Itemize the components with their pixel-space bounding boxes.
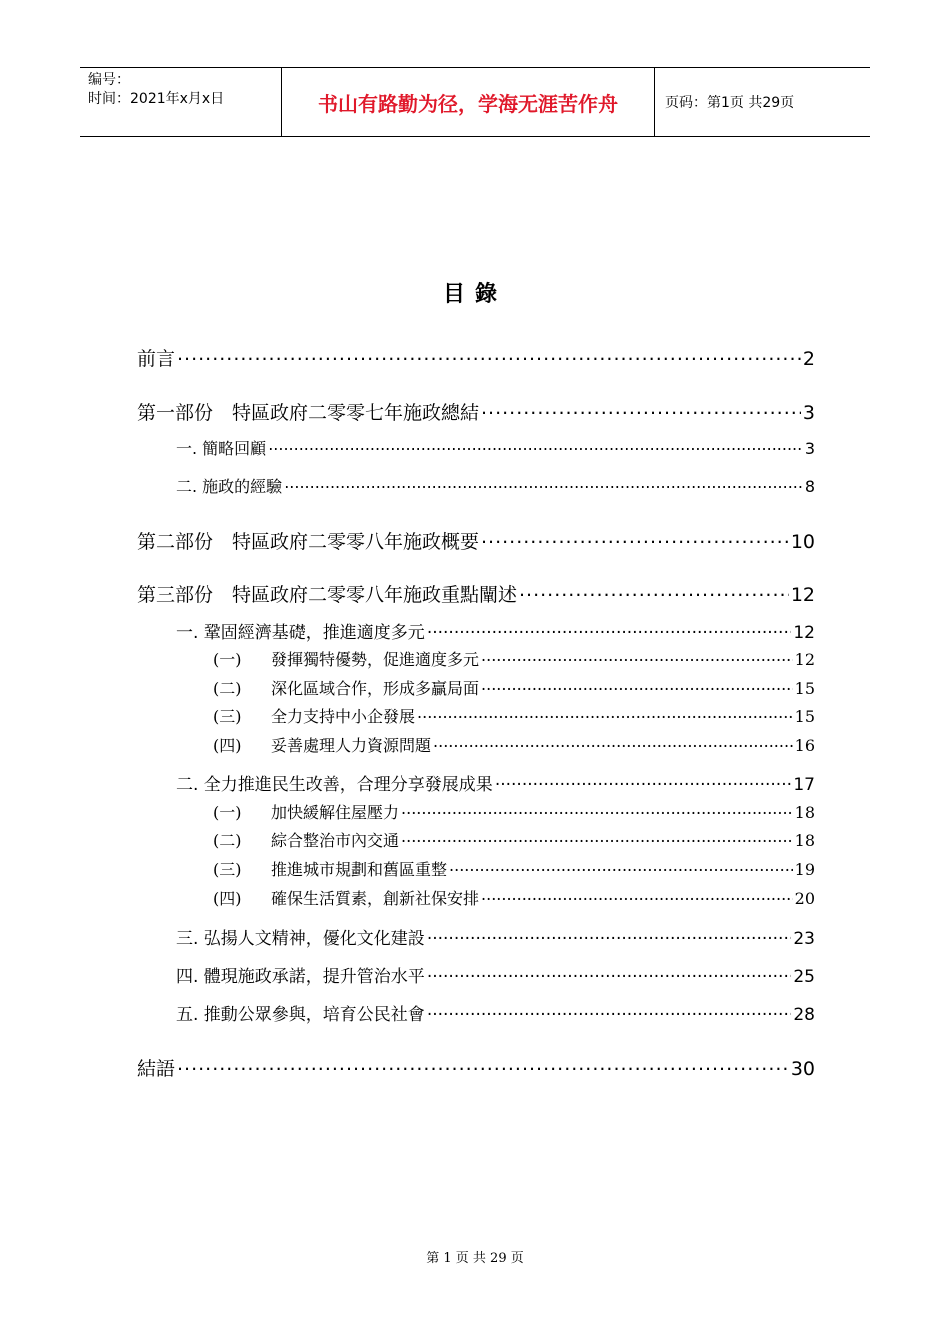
toc-entry[interactable] xyxy=(213,647,815,670)
toc-entry[interactable] xyxy=(213,704,815,727)
toc-entry-page: 20 xyxy=(794,889,815,908)
toc-leader xyxy=(481,649,793,665)
toc-entry-page: 19 xyxy=(794,860,815,879)
toc-entry-page: 3 xyxy=(802,402,815,424)
toc-entry-label: 一. 鞏固經濟基礎，推進適度多元 xyxy=(176,623,425,643)
toc-entry[interactable] xyxy=(213,676,815,699)
toc-leader xyxy=(481,529,789,548)
toc-entry-label: 綜合整治市內交通 xyxy=(271,831,400,850)
toc-entry[interactable] xyxy=(176,436,815,459)
toc-leader xyxy=(427,1003,792,1020)
toc-leader xyxy=(495,773,792,790)
toc-leader xyxy=(177,1056,789,1075)
toc-leader xyxy=(427,927,792,944)
toc-leader xyxy=(401,830,793,846)
page-footer: 第 1 页 共 29 页 xyxy=(426,1251,524,1266)
toc-entry-page: 10 xyxy=(790,531,815,553)
toc-entry-label: 第三部份 特區政府二零零八年施政重點闡述 xyxy=(137,584,518,606)
toc-title: 目錄 xyxy=(442,282,507,307)
header-time-label: 时间：2021年x月x日 xyxy=(88,91,225,107)
toc-entry-page: 28 xyxy=(793,1005,815,1025)
toc-entry-label: 一. 簡略回顧 xyxy=(176,439,267,458)
toc-entry-label: 二. 全力推進民生改善，合理分享發展成果 xyxy=(176,775,493,795)
toc-leader xyxy=(481,888,793,904)
header-motto: 书山有路勤为径，学海无涯苦作舟 xyxy=(282,68,655,136)
toc-entry-tag: (一) xyxy=(213,650,242,669)
toc-entry-tag: (四) xyxy=(213,889,242,908)
toc-entry-label: 妥善處理人力資源問題 xyxy=(271,736,432,755)
toc-entry-label: 四. 體現施政承諾，提升管治水平 xyxy=(176,967,425,987)
toc-entry-page: 8 xyxy=(804,477,815,496)
toc-entry-label: 加快緩解住屋壓力 xyxy=(271,803,400,822)
toc-entry[interactable] xyxy=(137,344,815,371)
toc-entry[interactable] xyxy=(137,580,815,607)
toc-entry-label: 推進城市規劃和舊區重整 xyxy=(271,860,448,879)
toc-entry[interactable] xyxy=(213,800,815,823)
toc-entry-page: 15 xyxy=(794,679,815,698)
toc-entry-page: 12 xyxy=(794,650,815,669)
toc-leader xyxy=(268,438,803,454)
header-meta xyxy=(80,68,282,136)
toc-entry-tag: (四) xyxy=(213,736,242,755)
toc-entry[interactable] xyxy=(137,398,815,425)
header-page-info: 页码：第1页 共29页 xyxy=(665,95,795,111)
toc-entry-label: 前言 xyxy=(137,348,176,370)
toc-entry-tag: (二) xyxy=(213,831,242,850)
toc-entry-page: 18 xyxy=(794,831,815,850)
toc-entry[interactable] xyxy=(176,474,815,497)
page-header xyxy=(80,67,870,137)
toc-entry-page: 2 xyxy=(802,348,815,370)
toc-entry-label: 深化區域合作，形成多贏局面 xyxy=(271,679,480,698)
toc-leader xyxy=(433,735,793,751)
toc-entry-label: 全力支持中小企發展 xyxy=(271,707,416,726)
toc-entry-tag: (三) xyxy=(213,707,242,726)
toc-leader xyxy=(481,678,793,694)
toc-entry[interactable] xyxy=(176,770,815,795)
toc-entry-label: 第二部份 特區政府二零零八年施政概要 xyxy=(137,531,480,553)
toc-leader xyxy=(449,859,793,875)
toc-entry-page: 18 xyxy=(794,803,815,822)
toc-leader xyxy=(519,582,789,601)
toc-leader xyxy=(177,346,801,365)
toc-entry-label: 三. 弘揚人文精神，優化文化建設 xyxy=(176,929,425,949)
toc-entry[interactable] xyxy=(176,618,815,643)
toc-leader xyxy=(401,802,793,818)
toc-entry-tag: (二) xyxy=(213,679,242,698)
toc-entry-page: 30 xyxy=(790,1058,815,1080)
toc-entry-label: 五. 推動公眾參與，培育公民社會 xyxy=(176,1005,425,1025)
toc-entry-tag: (一) xyxy=(213,803,242,822)
toc-leader xyxy=(481,400,801,419)
toc-entry[interactable] xyxy=(213,857,815,880)
toc-entry-page: 25 xyxy=(793,967,815,987)
toc-entry-label: 確保生活質素，創新社保安排 xyxy=(271,889,480,908)
toc-leader xyxy=(284,476,803,492)
toc-leader xyxy=(427,621,792,638)
toc-entry[interactable] xyxy=(176,924,815,949)
toc-entry-page: 16 xyxy=(794,736,815,755)
toc-entry-page: 15 xyxy=(794,707,815,726)
toc-entry-label: 發揮獨特優勢，促進適度多元 xyxy=(271,650,480,669)
toc-entry-page: 23 xyxy=(793,929,815,949)
toc-entry-page: 3 xyxy=(804,439,815,458)
toc-entry-page: 12 xyxy=(790,584,815,606)
toc-entry[interactable] xyxy=(137,1054,815,1081)
toc-entry[interactable] xyxy=(213,828,815,851)
toc-entry-tag: (三) xyxy=(213,860,242,879)
toc-entry-page: 12 xyxy=(793,623,815,643)
toc-entry[interactable] xyxy=(213,733,815,756)
toc-entry-label: 結語 xyxy=(137,1058,176,1080)
toc-leader xyxy=(427,965,792,982)
toc-entry-label: 二. 施政的經驗 xyxy=(176,477,283,496)
toc-leader xyxy=(417,706,793,722)
toc-entry-label: 第一部份 特區政府二零零七年施政總結 xyxy=(137,402,480,424)
toc-entry[interactable] xyxy=(176,1000,815,1025)
header-code-label: 编号： xyxy=(88,72,130,88)
toc-entry[interactable] xyxy=(213,886,815,909)
toc-entry-page: 17 xyxy=(793,775,815,795)
toc-entry[interactable] xyxy=(176,962,815,987)
toc-entry[interactable] xyxy=(137,527,815,554)
